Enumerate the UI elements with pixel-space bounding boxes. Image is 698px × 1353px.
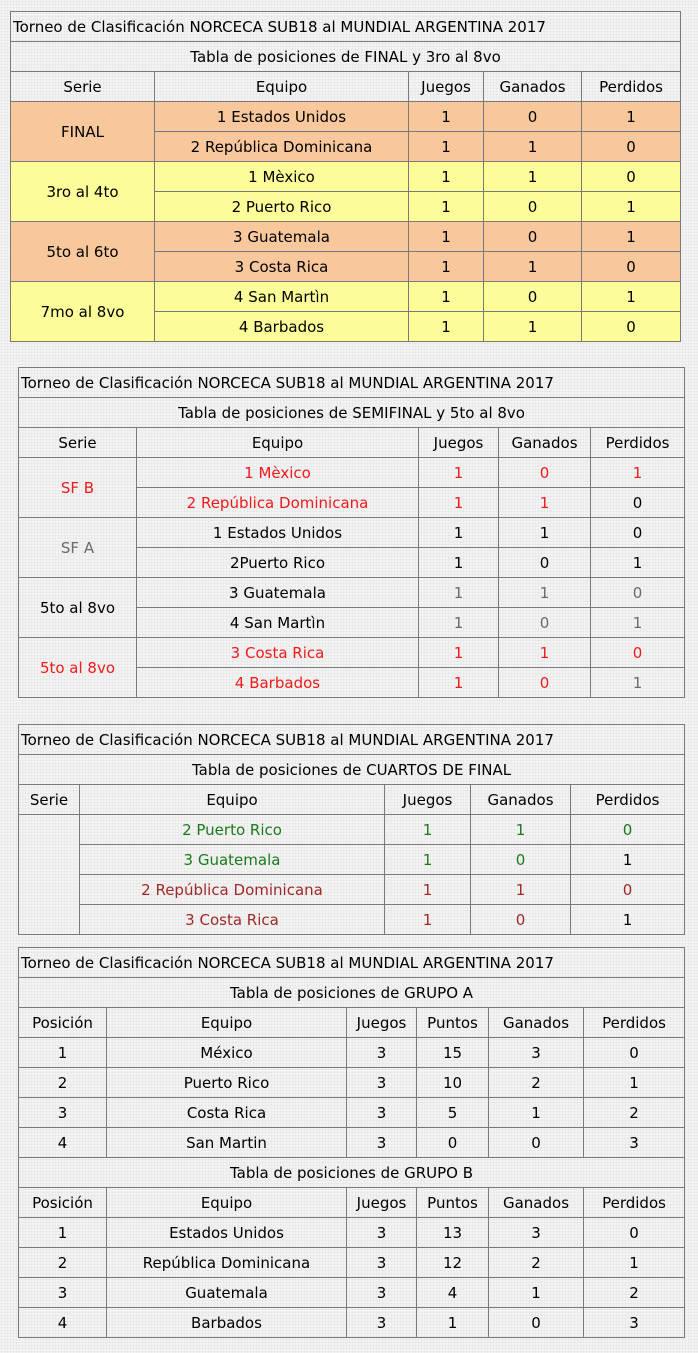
header-equipo: Equipo [107, 1008, 347, 1038]
perdidos-cell: 1 [591, 608, 685, 638]
juegos-cell: 1 [385, 845, 471, 875]
header-perdidos: Perdidos [584, 1008, 685, 1038]
team-cell: 4 Barbados [155, 312, 409, 342]
table-row [19, 875, 685, 905]
position-cell: 4 [19, 1308, 107, 1338]
juegos-cell: 1 [409, 312, 484, 342]
team-cell: 1 Estados Unidos [137, 518, 419, 548]
series-label: FINAL [11, 102, 155, 162]
table-row [19, 518, 685, 548]
juegos-cell: 1 [409, 252, 484, 282]
header-juegos: Juegos [409, 72, 484, 102]
puntos-cell: 5 [417, 1098, 489, 1128]
team-cell: 1 Mèxico [137, 458, 419, 488]
header-ganados: Ganados [489, 1188, 584, 1218]
group-b-subtitle: Tabla de posiciones de GRUPO B [19, 1158, 685, 1188]
puntos-cell: 1 [417, 1308, 489, 1338]
table-subtitle: Tabla de posiciones de FINAL y 3ro al 8vo [11, 42, 681, 72]
header-row [19, 785, 685, 815]
juegos-cell: 1 [419, 638, 499, 668]
team-cell: 3 Costa Rica [155, 252, 409, 282]
ganados-cell: 1 [484, 132, 582, 162]
team-cell: 3 Guatemala [137, 578, 419, 608]
series-label: 3ro al 4to [11, 162, 155, 222]
table-title: Torneo de Clasificación NORCECA SUB18 al MUNDIAL ARGENTINA 2017 [19, 368, 685, 398]
header-serie: Serie [19, 785, 80, 815]
team-cell: 3 Guatemala [80, 845, 385, 875]
perdidos-cell: 1 [584, 1068, 685, 1098]
table-row [19, 1248, 685, 1278]
perdidos-cell: 0 [591, 518, 685, 548]
header-perdidos: Perdidos [591, 428, 685, 458]
final-standings-table [10, 11, 681, 342]
team-cell: 1 Mèxico [155, 162, 409, 192]
juegos-cell: 1 [409, 222, 484, 252]
team-cell: República Dominicana [107, 1248, 347, 1278]
position-cell: 2 [19, 1248, 107, 1278]
perdidos-cell: 0 [582, 162, 681, 192]
team-cell: 2 República Dominicana [155, 132, 409, 162]
perdidos-cell: 0 [582, 252, 681, 282]
header-perdidos: Perdidos [571, 785, 685, 815]
juegos-cell: 3 [347, 1098, 417, 1128]
puntos-cell: 4 [417, 1278, 489, 1308]
puntos-cell: 15 [417, 1038, 489, 1068]
team-cell: 4 San Martìn [137, 608, 419, 638]
team-cell: Puerto Rico [107, 1068, 347, 1098]
table-subtitle: Tabla de posiciones de CUARTOS DE FINAL [19, 755, 685, 785]
perdidos-cell: 1 [571, 845, 685, 875]
juegos-cell: 3 [347, 1218, 417, 1248]
header-equipo: Equipo [137, 428, 419, 458]
header-juegos: Juegos [347, 1008, 417, 1038]
table-row [19, 905, 685, 935]
group-standings-table [18, 947, 685, 1338]
table-row [19, 1278, 685, 1308]
position-cell: 3 [19, 1278, 107, 1308]
table-row [19, 815, 685, 845]
perdidos-cell: 3 [584, 1128, 685, 1158]
table-row [11, 222, 681, 252]
ganados-cell: 1 [484, 312, 582, 342]
team-cell: San Martin [107, 1128, 347, 1158]
perdidos-cell: 1 [582, 222, 681, 252]
juegos-cell: 1 [419, 458, 499, 488]
juegos-cell: 1 [419, 518, 499, 548]
header-perdidos: Perdidos [584, 1188, 685, 1218]
juegos-cell: 3 [347, 1278, 417, 1308]
header-ganados: Ganados [471, 785, 571, 815]
team-cell: 1 Estados Unidos [155, 102, 409, 132]
table-row [19, 1218, 685, 1248]
perdidos-cell: 0 [571, 815, 685, 845]
ganados-cell: 1 [499, 578, 591, 608]
team-cell: 2Puerto Rico [137, 548, 419, 578]
ganados-cell: 0 [499, 548, 591, 578]
ganados-cell: 3 [489, 1218, 584, 1248]
group-a-subtitle: Tabla de posiciones de GRUPO A [19, 978, 685, 1008]
header-perdidos: Perdidos [582, 72, 681, 102]
puntos-cell: 10 [417, 1068, 489, 1098]
juegos-cell: 1 [419, 668, 499, 698]
table-row [19, 638, 685, 668]
position-cell: 1 [19, 1218, 107, 1248]
table-row [11, 102, 681, 132]
perdidos-cell: 1 [591, 458, 685, 488]
cuartos-standings-table [18, 724, 685, 935]
ganados-cell: 1 [484, 252, 582, 282]
juegos-cell: 3 [347, 1308, 417, 1338]
perdidos-cell: 0 [582, 132, 681, 162]
header-row [19, 1008, 685, 1038]
header-ganados: Ganados [499, 428, 591, 458]
puntos-cell: 13 [417, 1218, 489, 1248]
perdidos-cell: 0 [591, 488, 685, 518]
juegos-cell: 1 [419, 608, 499, 638]
header-posicion: Posición [19, 1008, 107, 1038]
juegos-cell: 1 [409, 192, 484, 222]
juegos-cell: 1 [409, 162, 484, 192]
ganados-cell: 0 [499, 668, 591, 698]
juegos-cell: 1 [419, 578, 499, 608]
header-juegos: Juegos [385, 785, 471, 815]
ganados-cell: 0 [484, 282, 582, 312]
table-title: Torneo de Clasificación NORCECA SUB18 al MUNDIAL ARGENTINA 2017 [19, 948, 685, 978]
juegos-cell: 1 [409, 282, 484, 312]
team-cell: México [107, 1038, 347, 1068]
ganados-cell: 1 [471, 815, 571, 845]
table-row [11, 162, 681, 192]
ganados-cell: 1 [499, 488, 591, 518]
header-serie: Serie [19, 428, 137, 458]
perdidos-cell: 0 [584, 1218, 685, 1248]
perdidos-cell: 1 [591, 548, 685, 578]
team-cell: 2 Puerto Rico [155, 192, 409, 222]
perdidos-cell: 3 [584, 1308, 685, 1338]
perdidos-cell: 1 [582, 192, 681, 222]
ganados-cell: 2 [489, 1248, 584, 1278]
position-cell: 2 [19, 1068, 107, 1098]
puntos-cell: 0 [417, 1128, 489, 1158]
ganados-cell: 3 [489, 1038, 584, 1068]
ganados-cell: 1 [489, 1098, 584, 1128]
juegos-cell: 3 [347, 1038, 417, 1068]
perdidos-cell: 0 [584, 1038, 685, 1068]
perdidos-cell: 0 [571, 875, 685, 905]
ganados-cell: 0 [471, 845, 571, 875]
series-label: SF A [19, 518, 137, 578]
header-puntos: Puntos [417, 1008, 489, 1038]
header-juegos: Juegos [347, 1188, 417, 1218]
header-equipo: Equipo [155, 72, 409, 102]
team-cell: 2 República Dominicana [80, 875, 385, 905]
header-row [11, 72, 681, 102]
perdidos-cell: 1 [582, 102, 681, 132]
puntos-cell: 12 [417, 1248, 489, 1278]
header-posicion: Posición [19, 1188, 107, 1218]
position-cell: 1 [19, 1038, 107, 1068]
ganados-cell: 0 [484, 222, 582, 252]
perdidos-cell: 2 [584, 1098, 685, 1128]
semifinal-standings-table [18, 367, 685, 698]
juegos-cell: 1 [409, 102, 484, 132]
table-row [19, 578, 685, 608]
perdidos-cell: 1 [591, 668, 685, 698]
table-row [19, 1098, 685, 1128]
ganados-cell: 2 [489, 1068, 584, 1098]
header-equipo: Equipo [80, 785, 385, 815]
team-cell: 4 San Martìn [155, 282, 409, 312]
perdidos-cell: 2 [584, 1278, 685, 1308]
team-cell: 3 Costa Rica [80, 905, 385, 935]
perdidos-cell: 1 [584, 1248, 685, 1278]
perdidos-cell: 0 [591, 638, 685, 668]
position-cell: 4 [19, 1128, 107, 1158]
table-row [19, 1068, 685, 1098]
ganados-cell: 1 [489, 1278, 584, 1308]
perdidos-cell: 0 [591, 578, 685, 608]
ganados-cell: 0 [489, 1308, 584, 1338]
team-cell: 2 República Dominicana [137, 488, 419, 518]
table-title: Torneo de Clasificación NORCECA SUB18 al MUNDIAL ARGENTINA 2017 [19, 725, 685, 755]
ganados-cell: 1 [499, 518, 591, 548]
header-puntos: Puntos [417, 1188, 489, 1218]
series-label: 5to al 8vo [19, 578, 137, 638]
header-row [19, 428, 685, 458]
ganados-cell: 0 [484, 102, 582, 132]
perdidos-cell: 0 [582, 312, 681, 342]
juegos-cell: 1 [409, 132, 484, 162]
juegos-cell: 3 [347, 1068, 417, 1098]
ganados-cell: 1 [499, 638, 591, 668]
team-cell: Guatemala [107, 1278, 347, 1308]
header-serie: Serie [11, 72, 155, 102]
header-juegos: Juegos [419, 428, 499, 458]
table-row [11, 282, 681, 312]
ganados-cell: 0 [489, 1128, 584, 1158]
ganados-cell: 0 [499, 608, 591, 638]
juegos-cell: 1 [419, 488, 499, 518]
series-label: 5to al 6to [11, 222, 155, 282]
header-ganados: Ganados [484, 72, 582, 102]
series-empty-cell [19, 815, 80, 935]
team-cell: Barbados [107, 1308, 347, 1338]
header-ganados: Ganados [489, 1008, 584, 1038]
juegos-cell: 1 [385, 875, 471, 905]
table-row [19, 1128, 685, 1158]
ganados-cell: 0 [499, 458, 591, 488]
series-label: SF B [19, 458, 137, 518]
header-equipo: Equipo [107, 1188, 347, 1218]
juegos-cell: 1 [385, 905, 471, 935]
series-label: 7mo al 8vo [11, 282, 155, 342]
team-cell: 4 Barbados [137, 668, 419, 698]
ganados-cell: 0 [471, 905, 571, 935]
juegos-cell: 3 [347, 1248, 417, 1278]
ganados-cell: 0 [484, 192, 582, 222]
ganados-cell: 1 [484, 162, 582, 192]
table-row [19, 1038, 685, 1068]
perdidos-cell: 1 [571, 905, 685, 935]
juegos-cell: 1 [419, 548, 499, 578]
team-cell: Estados Unidos [107, 1218, 347, 1248]
table-title: Torneo de Clasificación NORCECA SUB18 al MUNDIAL ARGENTINA 2017 [11, 12, 681, 42]
team-cell: Costa Rica [107, 1098, 347, 1128]
series-label: 5to al 8vo [19, 638, 137, 698]
team-cell: 2 Puerto Rico [80, 815, 385, 845]
team-cell: 3 Guatemala [155, 222, 409, 252]
juegos-cell: 1 [385, 815, 471, 845]
table-row [19, 458, 685, 488]
team-cell: 3 Costa Rica [137, 638, 419, 668]
juegos-cell: 3 [347, 1128, 417, 1158]
table-row [19, 845, 685, 875]
position-cell: 3 [19, 1098, 107, 1128]
table-subtitle: Tabla de posiciones de SEMIFINAL y 5to al 8vo [19, 398, 685, 428]
ganados-cell: 1 [471, 875, 571, 905]
table-row [19, 1308, 685, 1338]
header-row [19, 1188, 685, 1218]
perdidos-cell: 1 [582, 282, 681, 312]
